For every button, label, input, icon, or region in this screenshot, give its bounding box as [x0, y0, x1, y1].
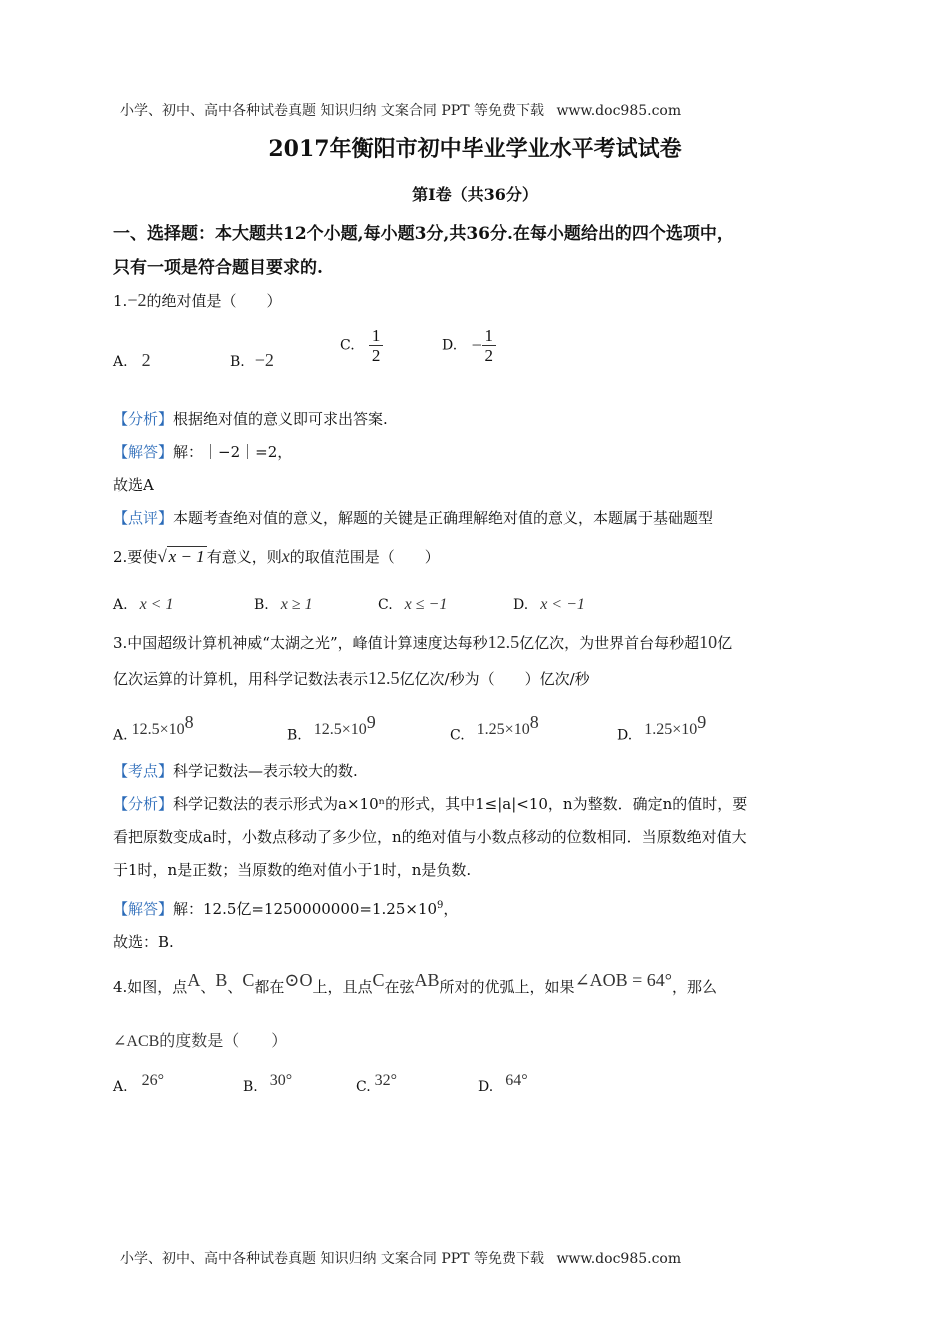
header-text: 小学、初中、高中各种试卷真题 知识归纳 文案合同 PPT 等免费下载	[120, 103, 544, 119]
q1-answer: 【解答】解：｜−2｜=2，	[113, 443, 293, 461]
page-title: 2017年衡阳市初中毕业学业水平考试试卷	[268, 136, 682, 162]
question-1: 1.−2的绝对值是（ ）	[113, 290, 282, 310]
q3-option-b: B. $12.5\times 10^9$	[287, 712, 376, 744]
page-footer	[120, 1248, 681, 1268]
volume-heading: 第Ⅰ卷（共36分）	[412, 185, 538, 204]
q3-analysis-line3: 于1时，n是正数；当原数的绝对值小于1时，n是负数.	[113, 861, 472, 879]
question-3-line2: 亿次运算的计算机，用科学记数法表示12.5亿亿次/秒为（ ）亿次/秒	[113, 668, 590, 688]
q4-option-b: B. 30°	[243, 1072, 293, 1095]
sqrt-expression: √ x − 1	[157, 547, 205, 566]
q4-option-d: D. 64°	[478, 1072, 528, 1095]
question-4-line2: ∠ACB的度数是（ ）	[113, 1033, 288, 1050]
q3-option-d: D. $1.25\times 10^9$	[617, 712, 707, 744]
question-4-line1: 4.如图，点A、B、C都在⊙O上，且点C在弦AB所对的优弧上，如果∠AOB = 64°，那么	[113, 970, 718, 996]
footer-url[interactable]: www.doc985.com	[556, 1251, 682, 1267]
q1-comment: 【点评】本题考查绝对值的意义，解题的关键是正确理解绝对值的意义，本题属于基础题型	[113, 509, 714, 527]
page-header	[120, 100, 681, 120]
section-heading-line1: 一、选择题：本大题共12个小题,每小题3分,共36分.在每小题给出的四个选项中，	[113, 224, 734, 244]
footer-text: 小学、初中、高中各种试卷真题 知识归纳 文案合同 PPT 等免费下载	[120, 1251, 544, 1267]
q4-option-c: C. 32°	[356, 1072, 398, 1095]
q1-option-a: A. 2	[113, 350, 151, 370]
question-2: 2.要使√ x − 1 有意义，则x的取值范围是（ ）	[113, 546, 440, 566]
question-3-line1: 3.中国超级计算机神威“太湖之光”，峰值计算速度达每秒12.5亿亿次，为世界首台每秒超10亿	[113, 632, 733, 652]
q2-option-c: C. x ≤ −1	[378, 596, 448, 613]
q1-option-b: B. −2	[230, 350, 274, 370]
header-url[interactable]: www.doc985.com	[556, 103, 682, 119]
q3-choice: 故选：B.	[113, 933, 174, 951]
q2-option-a: A. x < 1	[113, 596, 174, 613]
q3-point: 【考点】科学记数法—表示较大的数.	[113, 762, 358, 780]
q2-option-d: D. x < −1	[513, 596, 585, 613]
section-heading-line2: 只有一项是符合题目要求的.	[113, 258, 323, 278]
q3-analysis-line1: 【分析】科学记数法的表示形式为a×10ⁿ的形式，其中1≤|a|<10，n为整数．确定n的值时，要	[113, 795, 748, 813]
q2-option-b: B. x ≥ 1	[254, 596, 313, 613]
q3-analysis-line2: 看把原数变成a时，小数点移动了多少位，n的绝对值与小数点移动的位数相同．当原数绝对值大	[113, 828, 747, 846]
q1-option-d: D. − $\frac{1}{2}$	[442, 326, 496, 365]
q1-math: −2	[127, 290, 147, 310]
q1-choice: 故选A	[113, 476, 154, 494]
q3-option-c: C. $1.25\times 10^8$	[450, 712, 539, 744]
q4-option-a: A. 26°	[113, 1072, 164, 1095]
q1-option-c: C. $\frac{1}{2}$	[340, 326, 383, 365]
q3-answer: 【解答】解：12.5亿$=1250000000=1.25\times 10^9$，	[113, 900, 459, 918]
q1-analysis: 【分析】根据绝对值的意义即可求出答案.	[113, 410, 388, 428]
q3-option-a: A. $12.5\times 10^8$	[113, 712, 194, 744]
